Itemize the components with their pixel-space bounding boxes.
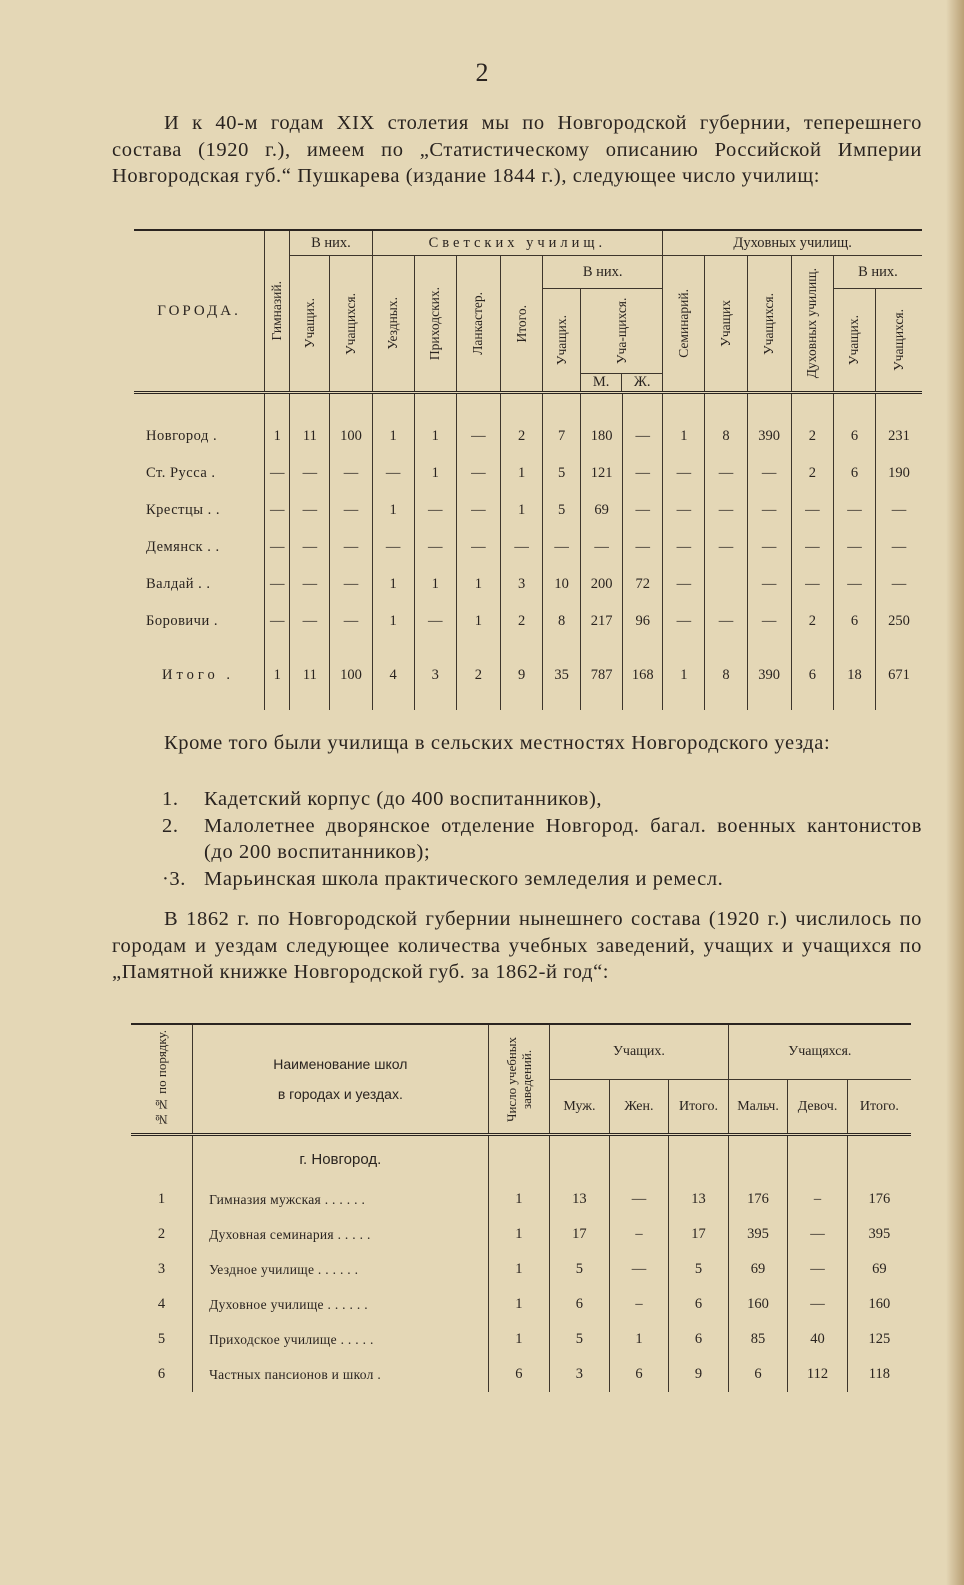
table-cell: 5 [669,1252,729,1287]
table-cell: 96 [623,603,663,640]
table-cell: 180 [581,393,623,456]
schools-1862-table [131,1023,911,1392]
table-cell: 1 [414,393,456,456]
total-cell: 9 [501,640,543,710]
table-cell: — [663,529,705,566]
table-cell: — [501,529,543,566]
header-male: М. [581,374,622,391]
table-cell: — [290,492,330,529]
schools-1840s-table [134,229,922,710]
table-cell: — [705,492,747,529]
table-cell: 160 [847,1287,911,1322]
city-name: Боровичи . [146,613,218,629]
table-cell: — [663,566,705,603]
table-cell: 1 [372,603,414,640]
header-girls: Девоч. [788,1080,848,1135]
page-edge-shadow [946,0,964,1585]
table-cell: 1 [456,603,500,640]
intro-paragraph-text: И к 40-м годам XIX столетия мы по Новгородской губернии, теперешнего состава (1920 г.), имеем по „Статистическому описанию Российской Империи Новгородская губ.“ Пушкарева (издание 1844 г.), следующее число училищ: [112,112,922,187]
header-gymnasiums: Гимназий. [265,230,290,393]
header-teachers-4: Учащих. [833,289,875,393]
table-cell: — [663,455,705,492]
header-teachers-total: Итого. [669,1080,729,1135]
header-lancaster: Ланкастер. [456,256,500,393]
header-pupils: Учащяхся. [728,1024,911,1080]
table-cell: 5 [543,492,581,529]
table-cell: 1 [663,393,705,456]
table-cell: 390 [747,393,791,456]
table-cell: — [456,393,500,456]
header-school-name [193,1024,489,1135]
list-item-number: 1. [162,788,179,810]
header-seminaries: Семинарий. [663,256,705,393]
header-women: Жен. [609,1080,669,1135]
table-cell: — [791,529,833,566]
total-label: Итого . [162,666,234,683]
table-cell: 6 [833,455,875,492]
table-cell: 6 [669,1287,729,1322]
header-students-4: Учащихся. [876,289,923,393]
table-cell [705,566,747,603]
table-cell: 40 [788,1322,848,1357]
list-item-number: ·3. [162,867,187,890]
table-cell: 112 [788,1357,848,1392]
total-cell: 8 [705,640,747,710]
city-name: Демянск . . [146,539,220,555]
school-name: Гимназия мужская . . . . . . [193,1182,489,1217]
table-cell: — [265,529,290,566]
table-row [131,1252,911,1287]
table-cell: — [623,492,663,529]
city-name: Новгород . [134,393,265,456]
header-teachers: Учащих. [550,1024,729,1080]
header-in-them: В них. [290,230,372,256]
list-item [162,866,922,893]
table-cell: 1 [501,455,543,492]
city-name: Крестцы . . [146,502,220,518]
table-cell: — [788,1287,848,1322]
table-cell: 69 [581,492,623,529]
total-cell: 100 [330,640,372,710]
table-cell: 1 [609,1322,669,1357]
rural-schools-list [162,786,922,892]
table-cell: — [372,529,414,566]
table-cell: 2 [791,455,833,492]
table-cell: 6 [669,1322,729,1357]
city-name: Валдай . . [146,576,211,592]
table-cell: 1 [488,1322,550,1357]
row-number: 4 [157,1296,166,1312]
table-cell: 6 [609,1357,669,1392]
table-cell: 6 [550,1287,610,1322]
table-cell: — [623,455,663,492]
header-religious-uch: Духовных училищ. [791,256,833,393]
table-row [131,1287,911,1322]
table-cell: — [330,529,372,566]
table-cell: — [265,566,290,603]
table-cell: — [833,492,875,529]
paragraph-1862 [112,906,922,986]
table-cell: — [788,1217,848,1252]
table-row [134,492,922,529]
table-cell: 9 [669,1357,729,1392]
table-cell: — [663,492,705,529]
row-number: 5 [157,1331,166,1347]
table-cell: 125 [847,1322,911,1357]
header-school-name-line2: в городах и уездах. [277,1086,403,1102]
table-cell: 2 [501,603,543,640]
header-students-2: Уча-щихся. М. Ж. [581,289,663,393]
total-cell: 4 [372,640,414,710]
table-cell: 2 [791,393,833,456]
table-row [134,529,922,566]
table-cell: — [833,529,875,566]
list-item-text: Марьинская школа практического земледелия и ремесл. [204,867,724,890]
table-cell: — [705,455,747,492]
intro-paragraph [112,110,922,190]
table-row [134,566,922,603]
table-cell: 17 [550,1217,610,1252]
table-cell: 3 [501,566,543,603]
table-cell: 1 [488,1252,550,1287]
table-row [134,455,922,492]
page-number: 2 [475,58,489,87]
table-cell: 176 [728,1182,788,1217]
table-cell: 11 [290,393,330,456]
table-cell: — [747,603,791,640]
table-cell: — [265,455,290,492]
list-item [162,813,922,866]
table-cell: — [609,1252,669,1287]
total-row [134,640,922,710]
table-cell: 1 [372,393,414,456]
table-cell: — [788,1252,848,1287]
table-cell: 1 [501,492,543,529]
table-row [131,1357,911,1392]
table-cell: — [372,455,414,492]
header-students-3: Учащихся. [747,256,791,393]
table-cell: — [663,603,705,640]
table-cell: — [543,529,581,566]
header-teachers-3: Учащих [705,256,747,393]
table-cell: — [747,529,791,566]
table-cell: — [414,603,456,640]
table2-body [131,1135,911,1393]
table-cell: 8 [543,603,581,640]
table-cell: — [705,603,747,640]
table-cell: — [747,455,791,492]
table-cell: — [705,529,747,566]
total-cell: 671 [876,640,923,710]
total-cell: 1 [265,640,290,710]
table-row [134,393,922,456]
header-teachers-2: Учащих. [543,289,581,393]
table-cell: — [290,603,330,640]
list-item-text: Кадетский корпус (до 400 воспитанников), [204,788,603,810]
table-cell: — [876,566,923,603]
header-students: Учащихся. [330,256,372,393]
table-cell: 1 [372,566,414,603]
section-title: г. Новгород. [193,1135,489,1183]
header-boys: Мальч. [728,1080,788,1135]
table-cell: 121 [581,455,623,492]
table-cell: — [265,603,290,640]
table-cell: – [609,1287,669,1322]
table-cell: — [330,455,372,492]
table-cell: 6 [833,393,875,456]
table-cell: 6 [833,603,875,640]
table-cell: 231 [876,393,923,456]
header-in-them-3: В них. [833,256,922,289]
school-name: Приходское училище . . . . . [193,1322,489,1357]
table-cell: 13 [669,1182,729,1217]
table-cell: – [788,1182,848,1217]
list-item-text: Малолетнее дворянское отделение Новгород. багал. военных кантонистов (до 200 воспитанников); [204,814,922,863]
header-cities: ГОРОДА. [134,230,265,393]
paragraph-1862-text: В 1862 г. по Новгородской губернии нынешнего состава (1920 г.) числилось по городам и уездам следующее количества учебных заведений, учащих и учащихся по „Памятной книжке Новгородской губ. за 1862-й год“: [112,908,922,983]
paragraph-rural-text: Кроме того были училища в сельских местностях Новгородского уезда: [164,732,831,754]
table-cell: — [791,566,833,603]
header-pupils-total: Итого. [847,1080,911,1135]
school-name: Духовная семинария . . . . . [193,1217,489,1252]
total-cell: 18 [833,640,875,710]
table-cell: 176 [847,1182,911,1217]
total-cell: 2 [456,640,500,710]
table-cell: 69 [728,1252,788,1287]
header-men: Муж. [550,1080,610,1135]
list-item [162,786,922,813]
header-secular-schools: Светских училищ. [372,230,663,256]
total-cell: 787 [581,640,623,710]
table-row [131,1182,911,1217]
table-cell: — [330,492,372,529]
table-cell: — [623,529,663,566]
table-cell: 200 [581,566,623,603]
table-row [131,1217,911,1252]
table-cell: 13 [550,1182,610,1217]
school-name: Духовное училище . . . . . . [193,1287,489,1322]
total-cell: 6 [791,640,833,710]
table-cell: 17 [669,1217,729,1252]
header-school-count: Число учебных заведений. [488,1024,550,1135]
header-total: Итого. [501,256,543,393]
table-cell: — [290,455,330,492]
school-name: Частных пансионов и школ . [193,1357,489,1392]
table-cell: — [456,455,500,492]
table-cell: — [833,566,875,603]
table-cell: 1 [414,566,456,603]
table-cell: 395 [728,1217,788,1252]
table-cell: 1 [265,393,290,456]
list-item-number: 2. [162,814,179,837]
school-name: Уездное училище . . . . . . [193,1252,489,1287]
table-cell: 7 [543,393,581,456]
table-cell: — [609,1182,669,1217]
table-cell: — [414,492,456,529]
row-number: 1 [157,1191,166,1207]
table-cell: – [609,1217,669,1252]
table-cell: 5 [550,1252,610,1287]
table-cell: — [623,393,663,456]
table-cell: — [876,529,923,566]
table-cell: 5 [550,1322,610,1357]
table-row [131,1322,911,1357]
total-cell: 168 [623,640,663,710]
table-cell: — [876,492,923,529]
total-cell: 35 [543,640,581,710]
table-cell: 72 [623,566,663,603]
table-cell: — [290,566,330,603]
header-female: Ж. [633,374,651,390]
section-spacer [131,1135,193,1183]
table-cell: — [414,529,456,566]
table-cell: — [581,529,623,566]
table-cell: 3 [550,1357,610,1392]
table-row [134,603,922,640]
total-cell: 390 [747,640,791,710]
table-cell: 85 [728,1322,788,1357]
table-cell: — [456,492,500,529]
table-cell: 8 [705,393,747,456]
table-cell: 118 [847,1357,911,1392]
table-cell: 100 [330,393,372,456]
table-cell: — [265,492,290,529]
header-number: №№ по порядку. [131,1024,193,1135]
table-cell: — [290,529,330,566]
table-cell: 1 [488,1182,550,1217]
header-in-them-2: В них. [543,256,663,289]
table-cell: 2 [501,393,543,456]
table-cell: 217 [581,603,623,640]
header-uezd: Уездных. [372,256,414,393]
table-cell: — [330,566,372,603]
total-cell: 3 [414,640,456,710]
row-number: 3 [157,1261,166,1277]
table-cell: 1 [414,455,456,492]
table-cell: 160 [728,1287,788,1322]
table-cell: 6 [728,1357,788,1392]
paragraph-rural [112,730,922,757]
table-cell: 1 [456,566,500,603]
city-name: Ст. Русса . [146,465,216,481]
table-cell: 10 [543,566,581,603]
table-cell: 5 [543,455,581,492]
table-cell: 250 [876,603,923,640]
row-number: 2 [157,1226,166,1242]
table-cell: 69 [847,1252,911,1287]
table-cell: 190 [876,455,923,492]
table-cell: — [747,492,791,529]
table-cell: 1 [488,1287,550,1322]
header-religious-schools: Духовных училищ. [663,230,922,256]
header-teachers: Учащих. [290,256,330,393]
table-cell: 1 [488,1217,550,1252]
total-cell: 11 [290,640,330,710]
table-cell: — [791,492,833,529]
header-parish: Приходских. [414,256,456,393]
table1-body [134,393,922,711]
table-cell: 2 [791,603,833,640]
table-cell: 395 [847,1217,911,1252]
header-school-name-line1: Наименование школ [273,1056,408,1072]
table-cell: — [330,603,372,640]
table-cell: — [747,566,791,603]
table-cell: 6 [488,1357,550,1392]
table-cell: 1 [372,492,414,529]
row-number: 6 [157,1366,166,1382]
total-cell: 1 [663,640,705,710]
table-cell: — [456,529,500,566]
